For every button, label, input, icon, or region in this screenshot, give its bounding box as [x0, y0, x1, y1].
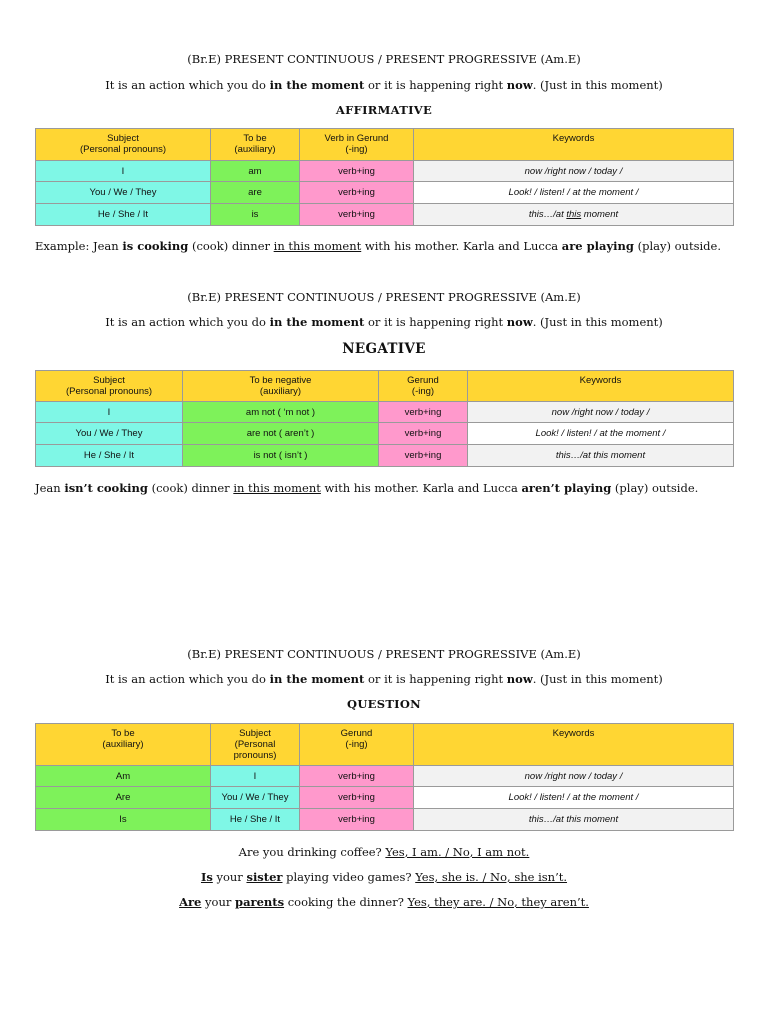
header-verb-gerund: Verb in Gerund (-ing): [300, 129, 414, 161]
verb-cell: verb+ing: [379, 423, 468, 445]
to-be-cell: are not ( aren’t ): [183, 423, 379, 445]
section3-definition: It is an action which you do in the moment or it is happening right now. (Just in this moment): [105, 672, 663, 686]
to-be-cell: Are: [36, 787, 211, 809]
subject-cell: I: [211, 766, 300, 787]
subject-cell: I: [36, 161, 211, 182]
to-be-cell: Am: [36, 766, 211, 787]
table-row: [36, 766, 734, 787]
keywords-cell: this…/at this moment: [414, 204, 734, 226]
table-row: [36, 423, 734, 445]
affirmative-heading: AFFIRMATIVE: [335, 103, 433, 117]
negative-heading: NEGATIVE: [342, 341, 426, 357]
to-be-cell: Is: [36, 809, 211, 831]
verb-cell: verb+ing: [300, 787, 414, 809]
question-example-2: Is your sister playing video games? Yes, she is. / No, she isn’t.: [200, 870, 568, 884]
keywords-cell: Look! / listen! / at the moment /: [468, 423, 734, 445]
to-be-cell: are: [211, 182, 300, 204]
header-subject: Subject (Personal pronouns): [36, 371, 183, 402]
to-be-cell: is not ( isn’t ): [183, 445, 379, 467]
keywords-cell: Look! / listen! / at the moment /: [414, 182, 734, 204]
subject-cell: He / She / It: [36, 204, 211, 226]
table-row: [36, 402, 734, 423]
section1-definition: It is an action which you do in the moment or it is happening right now. (Just in this moment): [105, 78, 663, 92]
affirmative-example: Example: Jean is cooking (cook) dinner in this moment with his mother. Karla and Lucca are playing (play) outside.: [35, 239, 721, 253]
to-be-cell: is: [211, 204, 300, 226]
negative-example: Jean isn’t cooking (cook) dinner in this moment with his mother. Karla and Lucca aren’t playing (play) outside.: [35, 481, 699, 495]
question-table: [35, 723, 734, 831]
subject-cell: He / She / It: [211, 809, 300, 831]
section2-title: (Br.E) PRESENT CONTINUOUS / PRESENT PROGRESSIVE (Am.E): [187, 290, 581, 304]
header-to-be-negative: To be negative (auxiliary): [183, 371, 379, 402]
header-keywords: Keywords: [468, 371, 734, 402]
keywords-cell: now /right now / today /: [468, 402, 734, 423]
verb-cell: verb+ing: [300, 766, 414, 787]
verb-cell: verb+ing: [300, 161, 414, 182]
header-to-be: To be (auxiliary): [36, 724, 211, 766]
table-header-row: [36, 371, 734, 402]
subject-cell: You / We / They: [211, 787, 300, 809]
to-be-cell: am not ( ‘m not ): [183, 402, 379, 423]
table-row: [36, 161, 734, 182]
affirmative-table: [35, 128, 734, 226]
header-to-be: To be (auxiliary): [211, 129, 300, 161]
question-heading: QUESTION: [347, 697, 421, 711]
header-gerund: Gerund (-ing): [379, 371, 468, 402]
keywords-cell: Look! / listen! / at the moment /: [414, 787, 734, 809]
table-row: [36, 445, 734, 467]
verb-cell: verb+ing: [300, 809, 414, 831]
header-keywords: Keywords: [414, 129, 734, 161]
verb-cell: verb+ing: [300, 204, 414, 226]
subject-cell: You / We / They: [36, 182, 211, 204]
subject-cell: He / She / It: [36, 445, 183, 467]
keywords-cell: now /right now / today /: [414, 161, 734, 182]
keywords-cell: this…/at this moment: [414, 809, 734, 831]
table-row: [36, 787, 734, 809]
negative-table: [35, 370, 734, 467]
header-subject: Subject (Personal pronouns): [211, 724, 300, 766]
header-keywords: Keywords: [414, 724, 734, 766]
question-example-3: Are your parents cooking the dinner? Yes, they are. / No, they aren’t.: [179, 895, 589, 909]
subject-cell: I: [36, 402, 183, 423]
question-example-1: Are you drinking coffee? Yes, I am. / No, I am not.: [238, 845, 530, 859]
section2-definition: It is an action which you do in the moment or it is happening right now. (Just in this moment): [105, 315, 663, 329]
header-subject: Subject (Personal pronouns): [36, 129, 211, 161]
verb-cell: verb+ing: [379, 445, 468, 467]
keywords-cell: now /right now / today /: [414, 766, 734, 787]
to-be-cell: am: [211, 161, 300, 182]
verb-cell: verb+ing: [300, 182, 414, 204]
keywords-cell: this…/at this moment: [468, 445, 734, 467]
table-row: [36, 809, 734, 831]
section3-title: (Br.E) PRESENT CONTINUOUS / PRESENT PROGRESSIVE (Am.E): [187, 647, 581, 661]
table-header-row: [36, 129, 734, 161]
verb-cell: verb+ing: [379, 402, 468, 423]
table-row: [36, 182, 734, 204]
table-header-row: [36, 724, 734, 766]
table-row: [36, 204, 734, 226]
header-gerund: Gerund (-ing): [300, 724, 414, 766]
section1-title: (Br.E) PRESENT CONTINUOUS / PRESENT PROGRESSIVE (Am.E): [187, 52, 581, 66]
subject-cell: You / We / They: [36, 423, 183, 445]
